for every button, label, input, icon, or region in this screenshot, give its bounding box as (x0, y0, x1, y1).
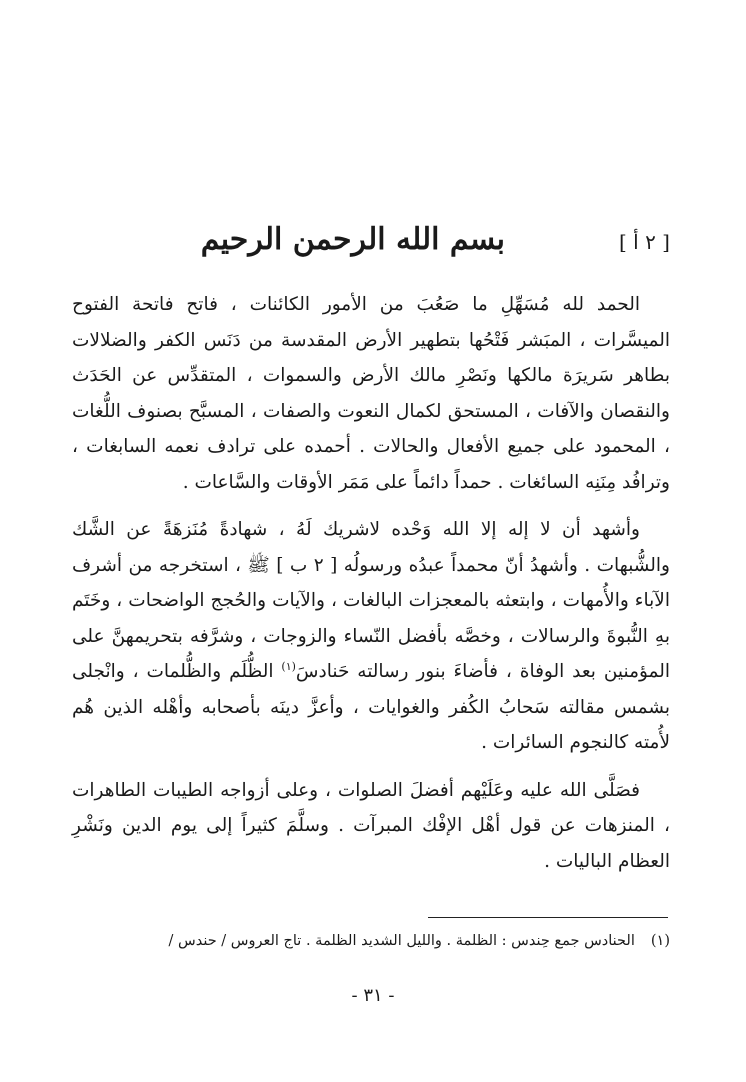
page-header (80, 222, 670, 272)
footnote-reference[interactable]: (١) (281, 659, 296, 673)
footnote-divider (428, 917, 668, 918)
footnote-text: الحنادس جمع حِندس : الظلمة . والليل الشديد الظلمة . تاج العروس / حندس / (168, 933, 635, 949)
paragraph-testimony-part-1: وأشهد أن لا إله إلا الله وَحْده لاشريك لَهُ ، شهادةً مُنَزهَةً عن الشَّك والشُّبهات . وأشهدُ أنّ محمداً عبدُه ورسولُه [ ٢ ب ] ﷺ ، استخرجه من أشرف الآباء والأُمهات ، وابتعثه بالمعجزات البالغات ، والآيات والحُجج الواضحات ، وخَتَم بهِ النُّبوةَ والرسالات ، وخصَّه بأفضل النّساء والزوجات ، وشرَّفه بتحريمهنَّ على المؤمنين بعد الوفاة ، فأضاءَ بنور رسالته حَنادسَ (72, 519, 671, 682)
folio-marker: [ ٢ أ ] (619, 230, 670, 254)
paragraph-praise: الحمد لله مُسَهِّلِ ما صَعُبَ من الأمور الكائنات ، فاتح فاتحة الفتوح الميسَّرات ، المبَشر فَتْحُها بتطهير الأرض المقدسة من دَنَس الكفر والضلالات بطاهر سَريرَة مالكها ونَصْرِ مالك الأرض والسموات ، المتقدِّس عن الحَدَث والنقصان والآفات ، المستحق لكمال النعوت والصفات ، المسبَّح بصنوف اللُّغات ، المحمود على جميع الأفعال والحالات . أحمده على ترادف نعمه السابغات ، وترافُد مِنَنِه السائغات . حمداً دائماً على مَمَر الأوقات والسَّاعات . (72, 294, 670, 493)
footnote (170, 930, 670, 952)
paragraph-testimony (72, 512, 670, 761)
basmala-heading: بسم الله الرحمن الرحيم (200, 222, 505, 257)
paragraph-blessing: فصَلَّى الله عليه وعَلَيْهم أفضلَ الصلوات ، وعلى أزواجه الطيبات الطاهرات ، المنزهات عن قول أهْل الإفْك المبرآت . وسلَّمَ كثيراً إلى يوم الدين ونَشْرِ العظام الباليات . (72, 779, 670, 872)
footnote-number: (١) (650, 933, 670, 949)
page-number: - ٣١ - (351, 985, 395, 1006)
paragraph-testimony-part-2: الظُّلَم والظُّلمات ، وانْجلى بشمس مقالته سَحابُ الكُفر والغوايات ، وأعزَّ دينَه بأصحابه وأهْله الذين هُم لأُمته كالنجوم السائرات . (72, 661, 670, 753)
main-text (72, 287, 670, 879)
